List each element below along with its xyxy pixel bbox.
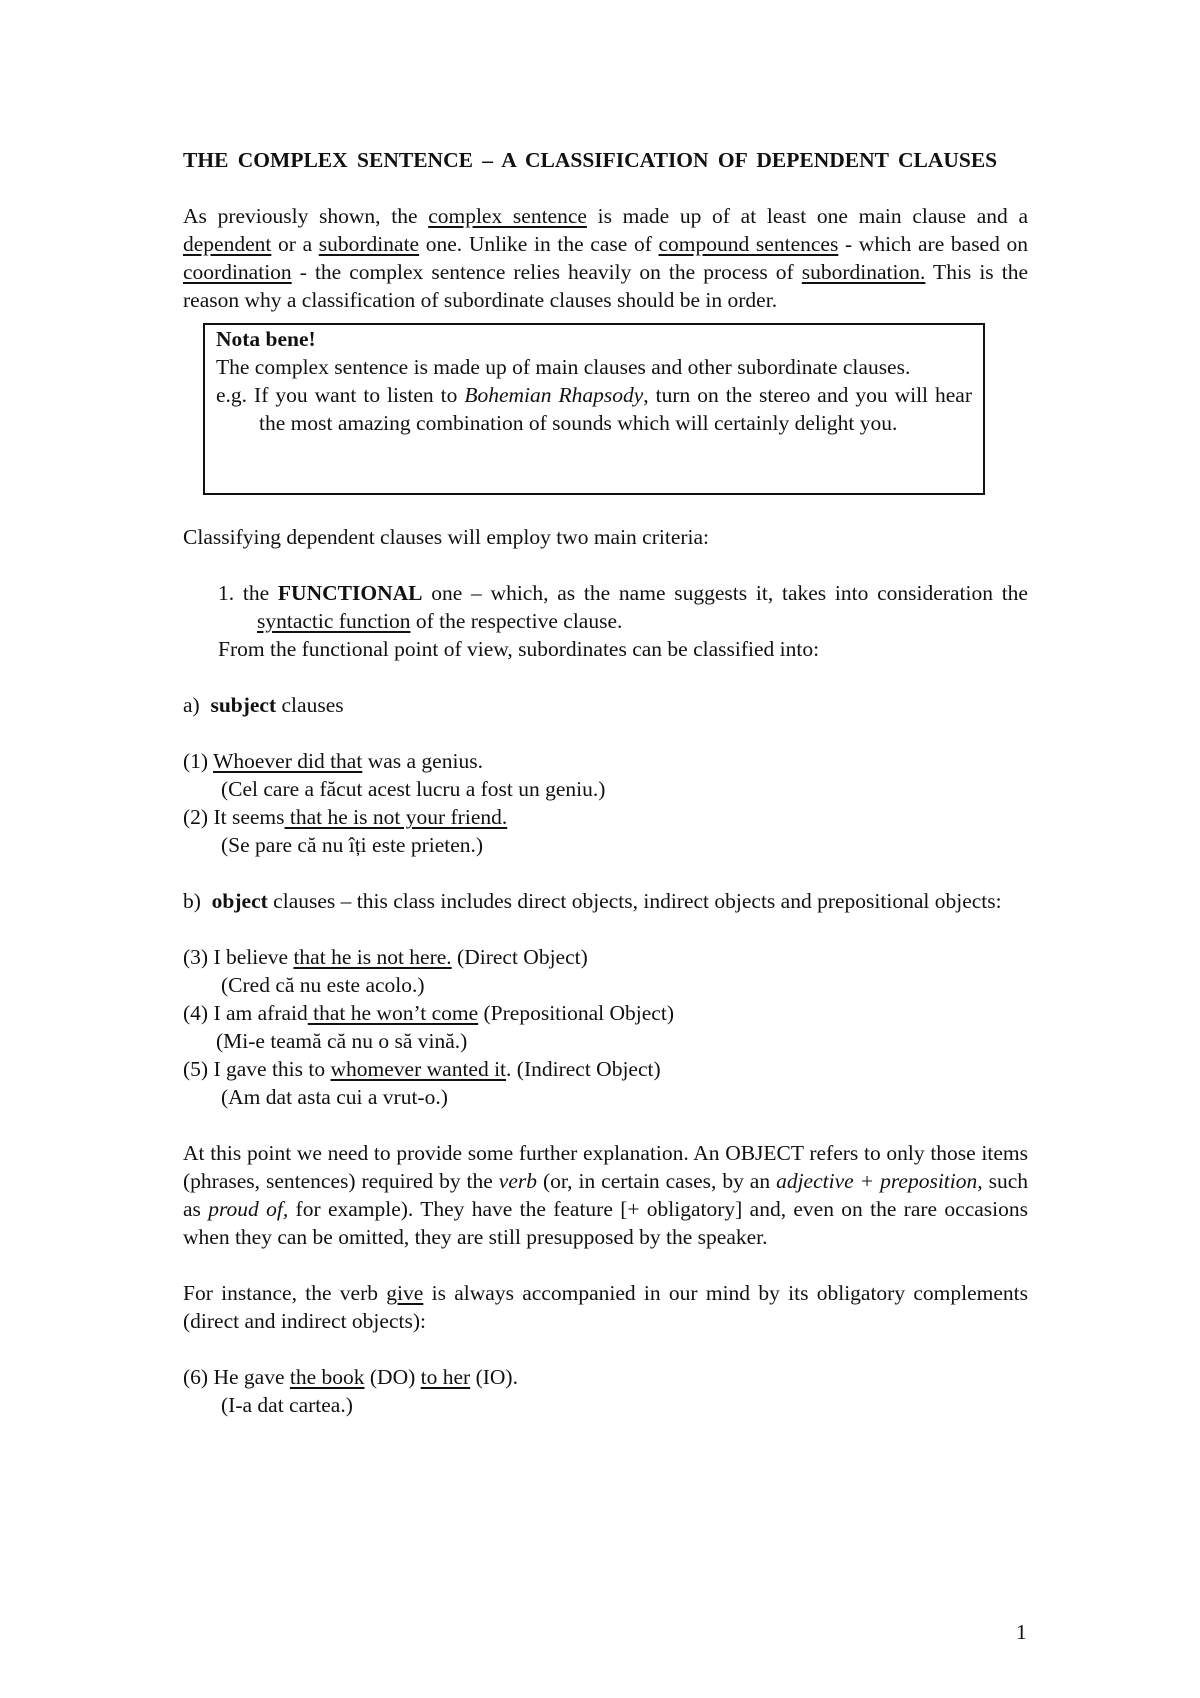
document-body bbox=[183, 146, 1028, 1419]
page-number: 1 bbox=[1016, 1620, 1027, 1644]
example-3: (3) I believe that he is not here. (Direct Object) bbox=[183, 945, 588, 969]
intro-paragraph: As previously shown, the complex sentence is made up of at least one main clause and a dependent or a subordinate one. Unlike in the case of compound sentences - which are based on coordination - the complex sentence relies heavily on the process of subordination. This is the reason why a classification of subordinate clauses should be in order. bbox=[183, 204, 1029, 312]
example-6-translation: (I-a dat cartea.) bbox=[221, 1393, 353, 1417]
section-a-heading: a) subject clauses bbox=[183, 693, 344, 717]
nota-bene-box bbox=[203, 323, 985, 495]
term-subordinate: subordinate bbox=[318, 232, 420, 256]
example-3-translation: (Cred că nu este acolo.) bbox=[221, 973, 425, 997]
example-2-translation: (Se pare că nu îți este prieten.) bbox=[221, 833, 484, 857]
criteria-intro: Classifying dependent clauses will employ two main criteria: bbox=[183, 525, 710, 549]
example-1-translation: (Cel care a făcut acest lucru a fost un geniu.) bbox=[221, 777, 606, 801]
nota-bene-example: e.g. If you want to listen to Bohemian Rhapsody, turn on the stereo and you will hear the most amazing combination of sounds which will certainly delight you. bbox=[216, 383, 972, 435]
object-explanation-paragraph: At this point we need to provide some further explanation. An OBJECT refers to only those items (phrases, sentences) required by the verb (or, in certain cases, by an adjective + preposition, such as proud of, for example). They have the feature [+ obligatory] and, even on the rare occasions when they can be omitted, they are still presupposed by the speaker. bbox=[183, 1141, 1028, 1249]
example-2: (2) It seems that he is not your friend. bbox=[183, 805, 508, 829]
term-compound-sentences: compound sentences bbox=[658, 232, 839, 256]
example-4: (4) I am afraid that he won’t come (Prepositional Object) bbox=[183, 1001, 674, 1025]
term-complex-sentence: complex sentence bbox=[428, 204, 587, 228]
term-coordination: coordination bbox=[183, 260, 292, 284]
example-5: (5) I gave this to whomever wanted it. (Indirect Object) bbox=[183, 1057, 661, 1081]
example-4-translation: (Mi-e teamă că nu o să vină.) bbox=[216, 1029, 468, 1053]
term-dependent: dependent bbox=[183, 232, 272, 256]
document-title: THE COMPLEX SENTENCE – A CLASSIFICATION OF DEPENDENT CLAUSES bbox=[183, 148, 998, 172]
term-subordination: subordination. bbox=[801, 260, 926, 284]
example-5-translation: (Am dat asta cui a vrut-o.) bbox=[221, 1085, 448, 1109]
nota-bene-text: The complex sentence is made up of main clauses and other subordinate clauses. bbox=[216, 355, 911, 379]
term-syntactic-function: syntactic function bbox=[257, 609, 411, 633]
nota-bene-heading: Nota bene! bbox=[216, 327, 316, 351]
example-1: (1) Whoever did that was a genius. bbox=[183, 749, 483, 773]
functional-intro: From the functional point of view, subordinates can be classified into: bbox=[218, 637, 820, 661]
give-paragraph: For instance, the verb give is always accompanied in our mind by its obligatory complements (direct and indirect objects): bbox=[183, 1281, 1029, 1333]
section-b-heading: b) object clauses – this class includes direct objects, indirect objects and prepositional objects: bbox=[183, 889, 1002, 913]
example-6: (6) He gave the book (DO) to her (IO). bbox=[183, 1365, 518, 1389]
criterion-functional: 1. the FUNCTIONAL one – which, as the name suggests it, takes into consideration the syntactic function of the respective clause. bbox=[218, 581, 1028, 633]
